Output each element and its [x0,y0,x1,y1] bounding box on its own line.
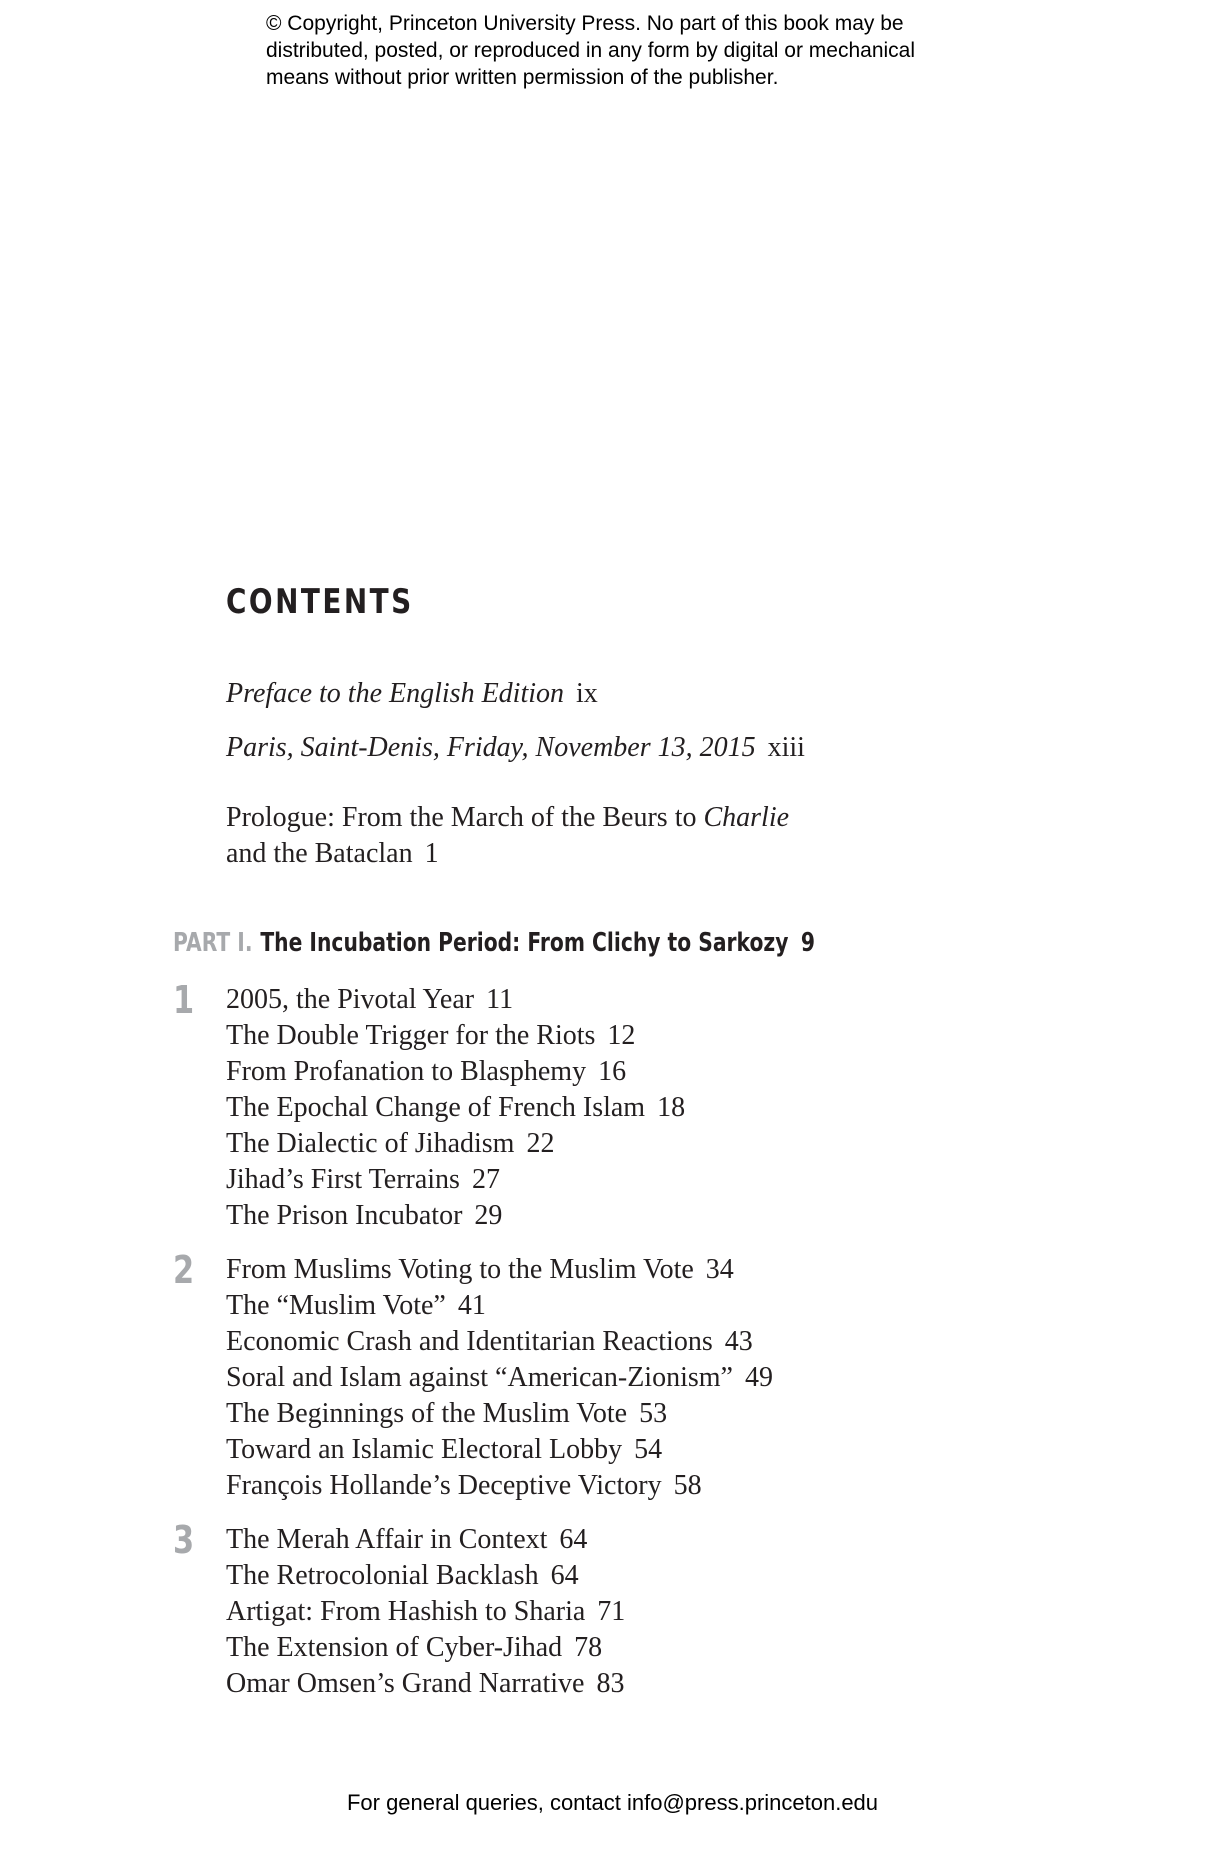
toc-entry-page: ix [576,678,598,709]
toc-entry-title: Paris, Saint-Denis, Friday, November 13, 2015 [226,732,756,763]
list-item [226,1324,773,1360]
list-item [226,1396,773,1432]
toc-entry-page: 78 [574,1632,603,1663]
toc-entry-page: 18 [657,1092,686,1123]
list-item [226,1252,773,1288]
chapter-number: 2 [173,1248,195,1292]
toc-entry-page: 54 [634,1434,663,1465]
toc-entry-title: The Dialectic of Jihadism [226,1128,515,1159]
part-label: PART I. [173,928,253,958]
list-item [226,1162,685,1198]
copyright-line: distributed, posted, or reproduced in any form by digital or mechanical [266,39,916,62]
toc-entry-title: The Merah Affair in Context [226,1524,548,1555]
part-heading [173,928,815,958]
toc-entry-page: 16 [598,1056,627,1087]
list-item [226,1468,773,1504]
list-item [226,1288,773,1324]
chapter-entry-list [226,1252,773,1504]
toc-entry-title: From Muslims Voting to the Muslim Vote [226,1254,694,1285]
toc-entry-title: The Double Trigger for the Riots [226,1020,596,1051]
list-item [226,1558,625,1594]
toc-entry-title: The Epochal Change of French Islam [226,1092,646,1123]
list-item [226,1630,625,1666]
chapter-entry-list [226,982,685,1234]
toc-entry-title: 2005, the Pivotal Year [226,984,475,1015]
toc-entry-page: xiii [767,732,805,763]
copyright-line: © Copyright, Princeton University Press. No part of this book may be [266,12,904,35]
prologue-title-italic: Charlie [703,802,790,833]
toc-entry-page: 29 [474,1200,503,1231]
chapter-number: 3 [173,1518,195,1562]
toc-entry-title: The Beginnings of the Muslim Vote [226,1398,628,1429]
part-title: The Incubation Period: From Clichy to Sarkozy [260,928,789,958]
toc-entry-page: 71 [597,1596,626,1627]
toc-entry-page: 49 [744,1362,773,1393]
part-page: 9 [800,928,816,958]
list-item [226,1522,625,1558]
list-item [226,1666,625,1702]
prologue-title-prefix: Prologue: From the March of the Beurs to [226,802,697,833]
list-item [226,982,685,1018]
toc-entry-page: 27 [471,1164,500,1195]
copyright-line: means without prior written permission of the publisher. [266,66,779,89]
list-item [226,1054,685,1090]
toc-entry-title: Omar Omsen’s Grand Narrative [226,1668,585,1699]
copyright-notice [266,10,1026,91]
toc-entry-title: From Profanation to Blasphemy [226,1056,587,1087]
toc-entry-page: 11 [486,984,514,1015]
toc-entry-page: 22 [526,1128,555,1159]
toc-entry-title: Economic Crash and Identitarian Reactions [226,1326,713,1357]
toc-entry-title: Preface to the English Edition [226,678,565,709]
list-item [226,1198,685,1234]
toc-entry-title: Jihad’s First Terrains [226,1164,460,1195]
toc-entry-title: The Retrocolonial Backlash [226,1560,539,1591]
toc-entry-title: Artigat: From Hashish to Sharia [226,1596,586,1627]
page-title: CONTENTS [226,582,414,622]
toc-entry-title: Soral and Islam against “American-Zionism” [226,1362,733,1393]
prologue-title-line2: and the Bataclan [226,838,413,869]
toc-entry-page: 64 [559,1524,588,1555]
toc-entry-title: The Extension of Cyber-Jihad [226,1632,563,1663]
toc-entry-page: 83 [596,1668,625,1699]
toc-entry-prologue [226,800,789,872]
toc-entry-page: 53 [639,1398,668,1429]
toc-entry-paris [226,730,805,766]
list-item [226,1090,685,1126]
list-item [226,1018,685,1054]
list-item [226,1126,685,1162]
footer-contact: For general queries, contact info@press.princeton.edu [346,1790,879,1815]
toc-entry-page: 1 [424,838,439,869]
list-item [226,1432,773,1468]
toc-entry-page: 12 [607,1020,636,1051]
toc-entry-page: 34 [705,1254,734,1285]
chapter-number: 1 [173,978,195,1022]
toc-entry-page: 64 [550,1560,579,1591]
toc-entry-title: The “Muslim Vote” [226,1290,446,1321]
toc-entry-title: Toward an Islamic Electoral Lobby [226,1434,623,1465]
toc-entry-title: The Prison Incubator [226,1200,463,1231]
toc-entry-page: 58 [673,1470,702,1501]
list-item [226,1360,773,1396]
toc-entry-preface [226,676,598,712]
toc-entry-title: François Hollande’s Deceptive Victory [226,1470,662,1501]
list-item [226,1594,625,1630]
toc-entry-page: 41 [457,1290,486,1321]
chapter-entry-list [226,1522,625,1702]
toc-entry-page: 43 [724,1326,753,1357]
